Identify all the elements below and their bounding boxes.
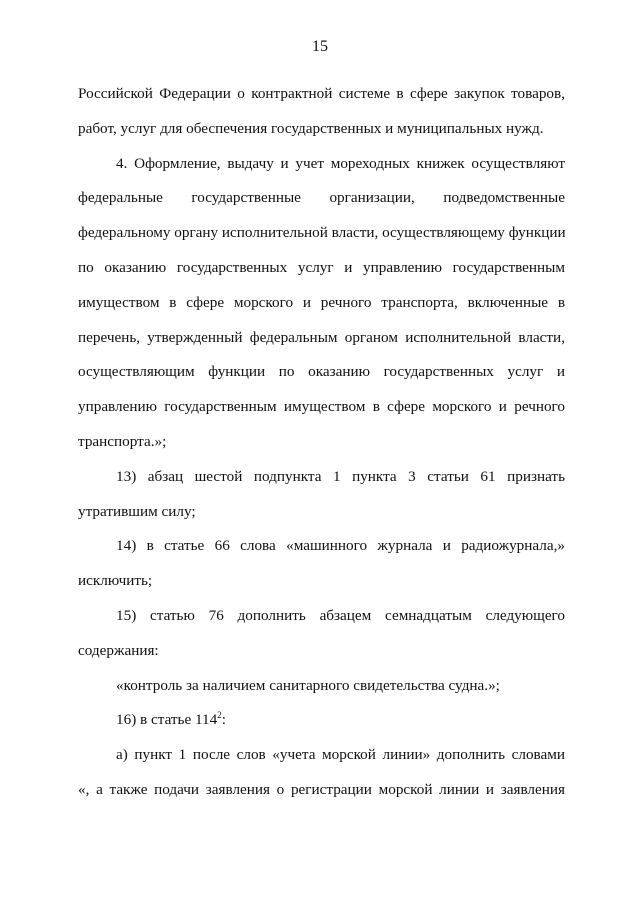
text-line: федеральному органу исполнительной власти, осуществляющему функции — [78, 224, 566, 242]
paragraph-item-13 — [78, 460, 565, 530]
paragraph-item-15 — [78, 599, 565, 669]
text-line: а) пункт 1 после слов «учета морской линии» дополнить словами — [116, 746, 565, 764]
text-line: 14) в статье 66 слова «машинного журнала и радиожурнала,» — [116, 537, 565, 555]
text-line: федеральные государственные организации, подведомственные — [78, 189, 565, 207]
superscript: 2 — [217, 710, 222, 721]
text-line: «, а также подачи заявления о регистрации морской линии и заявления — [78, 780, 565, 798]
text-line: осуществляющим функции по оказанию государственных услуг и — [78, 363, 565, 381]
paragraph-subitem-a — [78, 738, 565, 808]
text-line: утратившим силу; — [78, 502, 196, 520]
text-line: содержания: — [78, 641, 159, 659]
text-line: работ, услуг для обеспечения государственных и муниципальных нужд. — [78, 119, 544, 137]
text-line: имуществом в сфере морского и речного транспорта, включенные в — [78, 293, 565, 311]
text-line: Российской Федерации о контрактной системе в сфере закупок товаров, — [78, 85, 565, 102]
text-line: по оказанию государственных услуг и управлению государственным — [78, 258, 565, 276]
text-line: транспорта.»; — [78, 432, 167, 450]
text-line — [78, 703, 565, 738]
text-line: 4. Оформление, выдачу и учет мореходных книжек осуществляют — [116, 154, 565, 172]
text-fragment: : — [221, 711, 226, 729]
text-line: перечень, утвержденный федеральным органом исполнительной власти, — [78, 328, 565, 346]
paragraph-item-4 — [78, 147, 565, 460]
document-body — [78, 77, 565, 808]
text-line: исключить; — [78, 572, 153, 590]
page-number: 15 — [312, 38, 328, 55]
paragraph-item-16 — [78, 703, 565, 738]
paragraph-quote — [78, 669, 565, 704]
text-line: управлению государственным имуществом в сфере морского и речного — [78, 398, 565, 416]
text-line: 13) абзац шестой подпункта 1 пункта 3 статьи 61 признать — [116, 467, 565, 485]
paragraph-continuation — [78, 77, 565, 147]
paragraph-item-14 — [78, 529, 565, 599]
text-line: 15) статью 76 дополнить абзацем семнадцатым следующего — [116, 606, 565, 624]
text-fragment: 16) в статье 114 — [116, 711, 218, 729]
text-line: «контроль за наличием санитарного свидетельства судна.»; — [116, 676, 500, 694]
